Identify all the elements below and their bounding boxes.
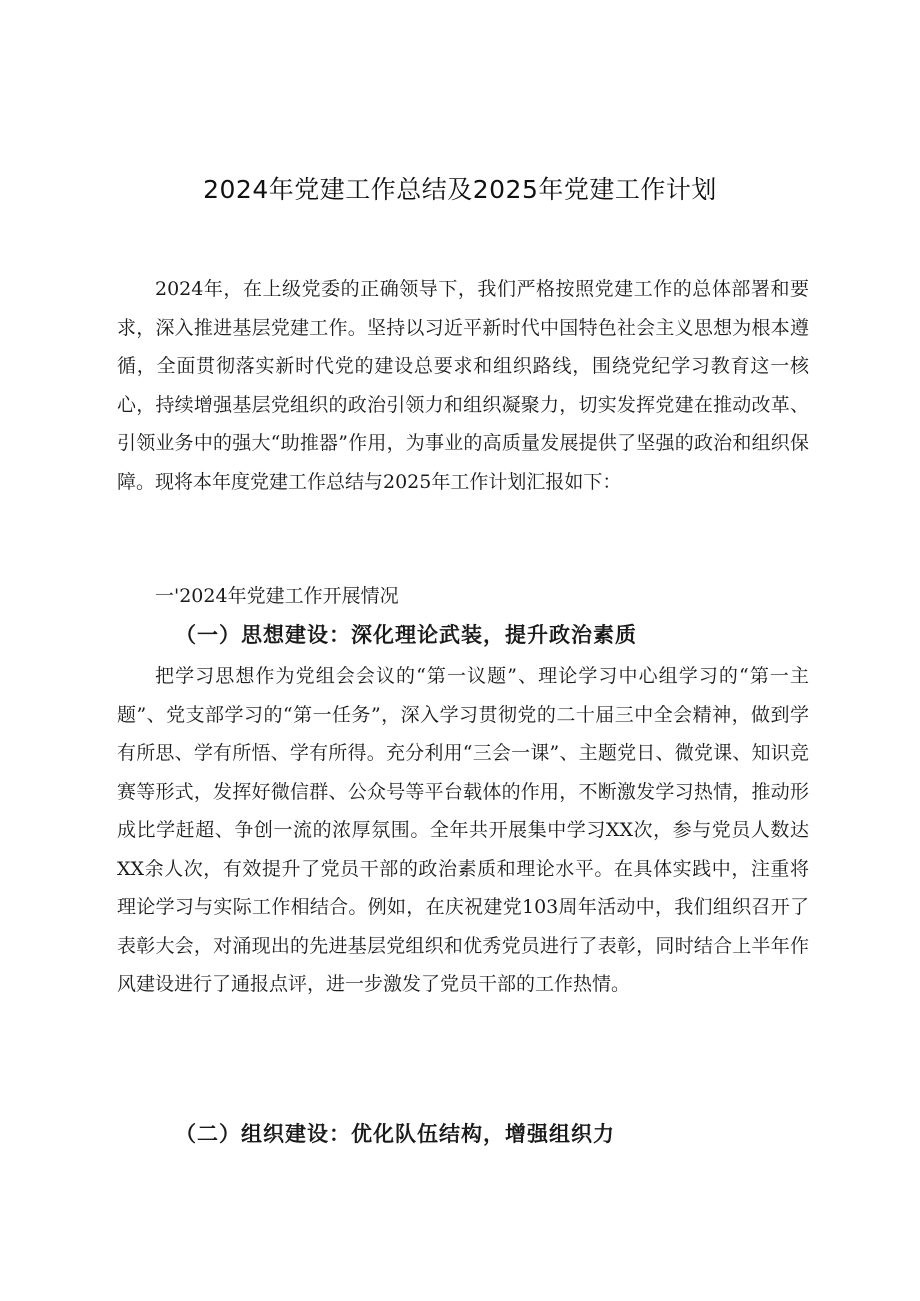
subsection-heading-2: （二）组织建设：优化队伍结构，增强组织力 xyxy=(175,1121,615,1146)
document-title: 2024年党建工作总结及2025年党建工作计划 xyxy=(203,175,717,204)
intro-paragraph: 2024年，在上级党委的正确领导下，我们严格按照党建工作的总体部署和要求，深入推进基层党建工作。坚持以习近平新时代中国特色社会主义思想为根本遵循，全面贯彻落实新时代党的建设总要求和组织路线，围绕党纪学习教育这一核心，持续增强基层党组织的政治引领力和组织凝聚力，切实发挥党建在推动改革、引领业务中的强大“助推器”作用，为事业的高质量发展提供了坚强的政治和组织保障。现将本年度党建工作总结与2025年工作计划汇报如下： xyxy=(117,278,809,493)
subsection-heading-1: （一）思想建设：深化理论武装，提升政治素质 xyxy=(175,622,637,647)
subsection-1-paragraph: 把学习思想作为党组会会议的“第一议题”、理论学习中心组学习的“第一主题”、党支部学习的“第一任务”，深入学习贯彻党的二十届三中全会精神，做到学有所思、学有所悟、学有所得。充分利用“三会一课”、主题党日、微党课、知识竞赛等形式，发挥好微信群、公众号等平台载体的作用，不断激发学习热情，推动形成比学赶超、争创一流的浓厚氛围。全年共开展集中学习XX次，参与党员人数达XX余人次，有效提升了党员干部的政治素质和理论水平。在具体实践中，注重将理论学习与实际工作相结合。例如，在庆祝建党103周年活动中，我们组织召开了表彰大会，对涌现出的先进基层党组织和优秀党员进行了表彰，同时结合上半年作风建设进行了通报点评，进一步激发了党员干部的工作热情。 xyxy=(117,665,809,995)
section-heading-1: 一'2024年党建工作开展情况 xyxy=(155,585,399,607)
